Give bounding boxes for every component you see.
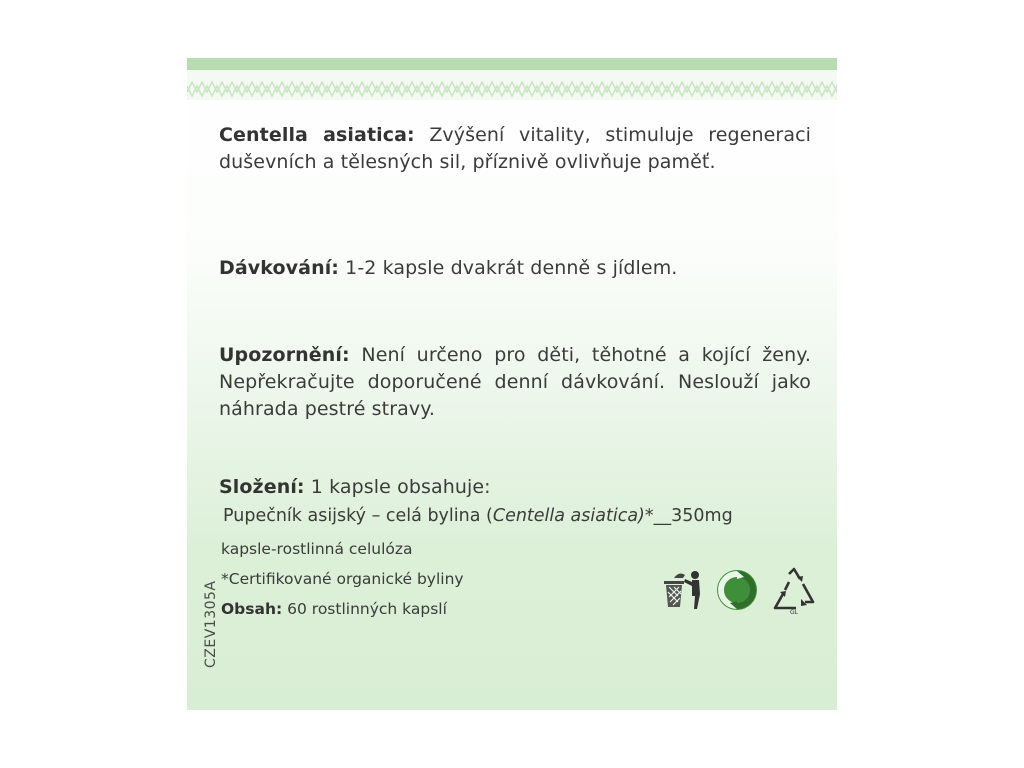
top-band xyxy=(187,58,837,70)
dosage-paragraph xyxy=(219,255,811,282)
product-code: CZEV1305A xyxy=(203,580,219,668)
content-label: Obsah: xyxy=(221,600,283,618)
recycle-mark: GL xyxy=(790,609,798,616)
content-line xyxy=(221,599,621,619)
green-dot-icon xyxy=(715,568,759,612)
composition-heading xyxy=(219,474,811,501)
ingredient-prefix: Pupečník asijský – celá bylina ( xyxy=(223,506,493,526)
dosage-text: 1-2 kapsle dvakrát denně s jídlem. xyxy=(345,257,678,279)
ingredient-latin: Centella asiatica) xyxy=(492,506,645,526)
composition-intro: 1 kapsle obsahuje: xyxy=(310,476,491,498)
centella-text: Zvýšení vitality, stimuluje regeneraci duševních a tělesných sil, příznivě ovlivňuje paměť. xyxy=(219,124,812,173)
warning-label: Upozornění: xyxy=(219,344,350,366)
centella-label: Centella asiatica: xyxy=(219,124,415,146)
capsule-line: kapsle-rostlinná celulóza xyxy=(221,540,413,558)
ingredient-line xyxy=(223,504,823,528)
ingredient-amount: *__350mg xyxy=(644,506,733,526)
composition-label: Složení: xyxy=(219,476,305,498)
warning-paragraph xyxy=(219,342,811,423)
product-label xyxy=(187,58,837,710)
warning-text: Není určeno pro děti, těhotné a kojící ženy. Nepřekračujte doporučené denní dávkování. Neslouží jako náhrada pestré stravy. xyxy=(219,344,811,420)
certified-line: *Certifikované organické byliny xyxy=(221,570,464,588)
decorative-pattern-band xyxy=(187,70,837,100)
content-value: 60 rostlinných kapslí xyxy=(287,600,447,618)
dosage-label: Dávkování: xyxy=(219,257,340,279)
tidyman-icon xyxy=(661,569,707,611)
recycle-triangle-icon xyxy=(769,566,819,616)
centella-paragraph xyxy=(219,122,811,176)
